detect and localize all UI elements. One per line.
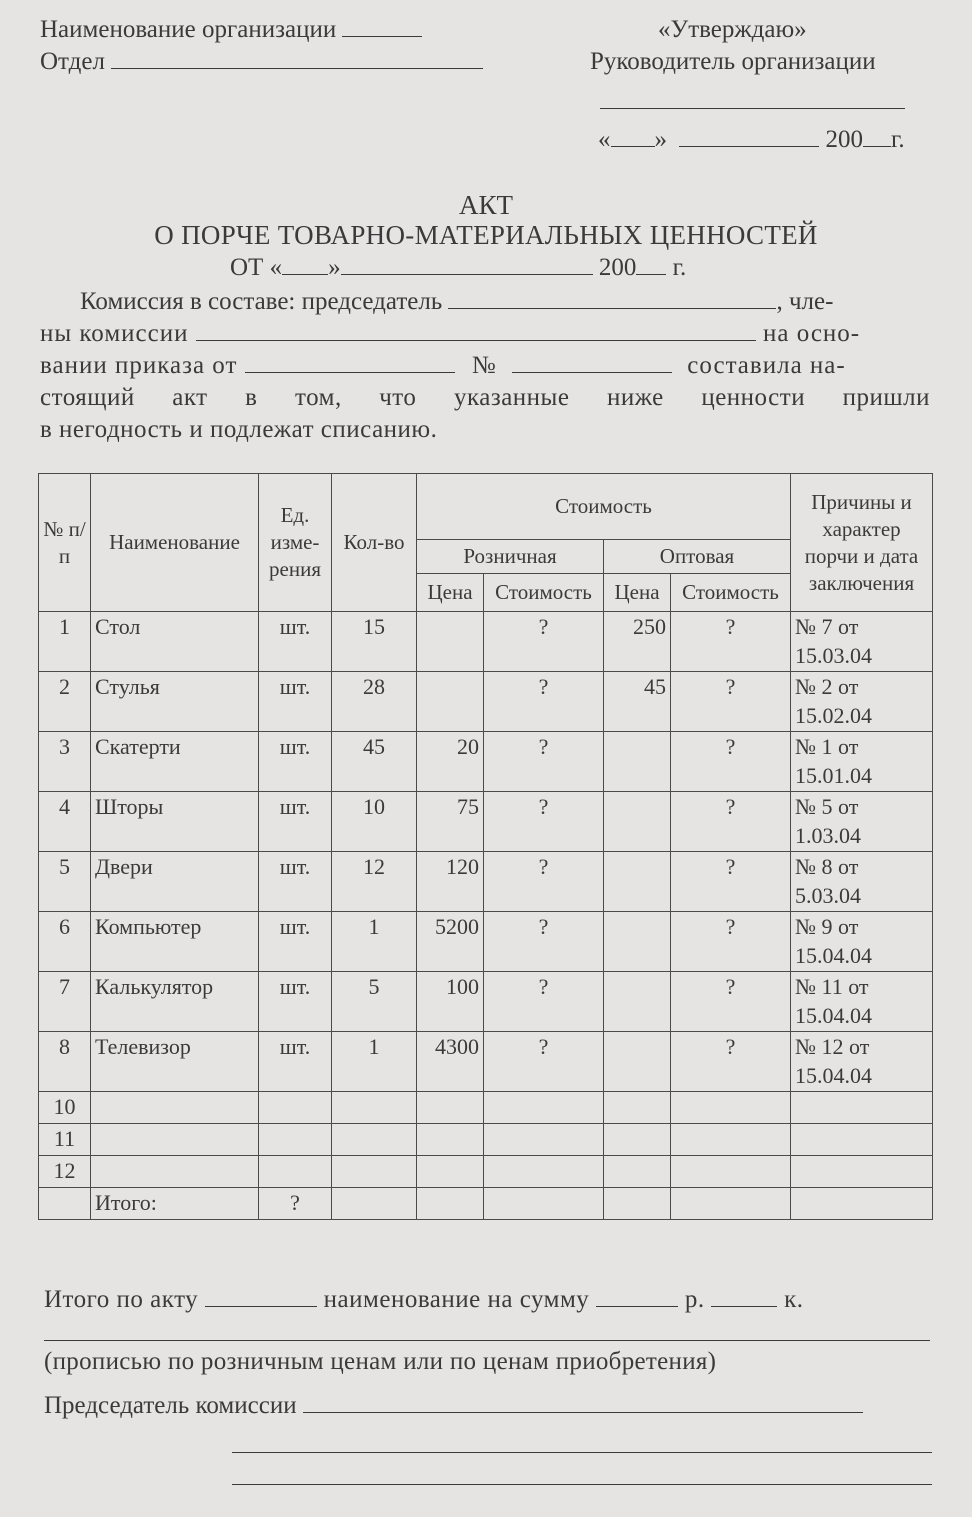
row-wholesale-price <box>604 972 671 1032</box>
intro-line-1 <box>80 288 833 316</box>
doc-date <box>230 254 686 282</box>
row-unit: шт. <box>259 732 332 792</box>
row-retail-price <box>417 672 484 732</box>
row-name: Калькулятор <box>91 972 259 1032</box>
approve-date-close: » <box>654 126 667 153</box>
row-reason-line-2: 15.04.04 <box>795 1003 873 1028</box>
row-qty: 15 <box>332 612 417 672</box>
footer-words-line[interactable] <box>44 1340 930 1341</box>
row-qty: 28 <box>332 672 417 732</box>
total-cell[interactable] <box>791 1188 933 1220</box>
table-row <box>39 792 933 852</box>
empty-cell[interactable] <box>91 1156 259 1188</box>
empty-cell[interactable] <box>91 1092 259 1124</box>
approve-day-blank[interactable] <box>611 128 655 147</box>
approve-year-blank[interactable] <box>863 128 891 147</box>
intro-composed: составила на- <box>687 352 846 379</box>
row-reason-line-2: 15.04.04 <box>795 1063 873 1088</box>
table-total-row <box>39 1188 933 1220</box>
row-qty: 5 <box>332 972 417 1032</box>
org-name-field <box>40 16 422 44</box>
empty-cell[interactable] <box>332 1092 417 1124</box>
empty-cell[interactable] <box>332 1156 417 1188</box>
row-wholesale-price <box>604 1032 671 1092</box>
row-retail-price <box>417 612 484 672</box>
intro-members-label: ны комиссии <box>40 320 189 347</box>
header-retail-sum: Стоимость <box>484 574 604 612</box>
row-name: Телевизор <box>91 1032 259 1092</box>
header-wholesale: Оптовая <box>604 540 791 574</box>
dept-label: Отдел <box>40 48 105 75</box>
row-name: Компьютер <box>91 912 259 972</box>
row-retail-sum: ? <box>484 852 604 912</box>
head-signature-line[interactable] <box>600 108 905 109</box>
header-num: № п/п <box>39 474 91 612</box>
order-number-blank[interactable] <box>512 354 672 373</box>
row-wholesale-price <box>604 732 671 792</box>
empty-cell[interactable] <box>484 1124 604 1156</box>
header-wholesale-sum: Стоимость <box>671 574 791 612</box>
footer-chair <box>44 1392 863 1420</box>
row-reason <box>791 852 933 912</box>
approve-year-suffix: г. <box>891 126 905 153</box>
row-num: 2 <box>39 672 91 732</box>
row-name: Стулья <box>91 672 259 732</box>
member-signature-line-1[interactable] <box>232 1452 932 1453</box>
empty-cell[interactable] <box>417 1124 484 1156</box>
doc-title-2: О ПОРЧЕ ТОВАРНО-МАТЕРИАЛЬНЫХ ЦЕННОСТЕЙ <box>154 220 818 250</box>
intro-line-3 <box>40 352 846 380</box>
doc-day-blank[interactable] <box>282 256 328 275</box>
row-unit: шт. <box>259 972 332 1032</box>
row-reason <box>791 972 933 1032</box>
row-wholesale-price: 45 <box>604 672 671 732</box>
member-signature-line-2[interactable] <box>232 1484 932 1485</box>
row-wholesale-price <box>604 792 671 852</box>
doc-month-blank[interactable] <box>341 256 593 275</box>
empty-cell[interactable] <box>671 1092 791 1124</box>
intro-line-5: в негодность и подлежат списанию. <box>40 416 438 443</box>
empty-cell[interactable] <box>417 1092 484 1124</box>
row-reason <box>791 792 933 852</box>
footer-chair-label: Председатель комиссии <box>44 1392 297 1419</box>
row-unit: шт. <box>259 852 332 912</box>
empty-cell[interactable] <box>417 1156 484 1188</box>
footer-words-note: (прописью по розничным ценам или по ценам приобретения) <box>44 1348 717 1375</box>
intro-line-2 <box>40 320 860 348</box>
footer-count-blank[interactable] <box>205 1288 317 1307</box>
total-cell[interactable] <box>484 1188 604 1220</box>
row-unit: шт. <box>259 792 332 852</box>
row-wholesale-sum: ? <box>671 792 791 852</box>
table-row <box>39 1032 933 1092</box>
header-qty: Кол-во <box>332 474 417 612</box>
approve-date-open: « <box>598 126 611 153</box>
row-num: 6 <box>39 912 91 972</box>
footer-chair-blank[interactable] <box>303 1394 863 1413</box>
row-retail-price: 120 <box>417 852 484 912</box>
row-reason <box>791 912 933 972</box>
row-reason-line-1: № 11 от <box>795 974 869 999</box>
table-row <box>39 972 933 1032</box>
intro-chair-label: Комиссия в составе: председатель <box>80 288 443 315</box>
total-cell[interactable] <box>417 1188 484 1220</box>
row-qty: 12 <box>332 852 417 912</box>
empty-cell[interactable] <box>604 1092 671 1124</box>
approve-label: «Утверждаю» <box>658 16 807 43</box>
row-qty: 1 <box>332 1032 417 1092</box>
empty-cell[interactable] <box>791 1156 933 1188</box>
empty-cell[interactable] <box>484 1156 604 1188</box>
row-wholesale-price <box>604 912 671 972</box>
row-retail-price: 20 <box>417 732 484 792</box>
row-num: 12 <box>39 1156 91 1188</box>
row-reason <box>791 732 933 792</box>
row-wholesale-sum: ? <box>671 972 791 1032</box>
footer-total-label: Итого по акту <box>44 1286 199 1313</box>
header-reason: Причины и характер порчи и дата заключения <box>791 474 933 612</box>
doc-year-prefix: 200 <box>598 254 637 281</box>
row-wholesale-sum: ? <box>671 912 791 972</box>
row-reason-line-2: 15.02.04 <box>795 703 873 728</box>
row-reason <box>791 612 933 672</box>
dept-field <box>40 48 483 76</box>
approve-month-blank[interactable] <box>679 128 819 147</box>
doc-title-1: АКТ <box>459 190 513 220</box>
row-num: 7 <box>39 972 91 1032</box>
empty-cell[interactable] <box>91 1124 259 1156</box>
goods-table <box>38 473 933 1220</box>
head-label: Руководитель организации <box>590 48 876 75</box>
row-reason-line-2: 15.01.04 <box>795 763 873 788</box>
empty-cell[interactable] <box>259 1124 332 1156</box>
row-reason <box>791 1032 933 1092</box>
row-unit: шт. <box>259 912 332 972</box>
header-retail-price: Цена <box>417 574 484 612</box>
row-reason-line-1: № 1 от <box>795 734 859 759</box>
row-unit: шт. <box>259 1032 332 1092</box>
row-reason-line-1: № 2 от <box>795 674 859 699</box>
table-row <box>39 612 933 672</box>
row-qty: 45 <box>332 732 417 792</box>
doc-year-suffix: г. <box>672 254 687 281</box>
row-retail-sum: ? <box>484 672 604 732</box>
total-cell[interactable] <box>604 1188 671 1220</box>
row-num: 11 <box>39 1124 91 1156</box>
row-reason-line-2: 15.03.04 <box>795 643 873 668</box>
table-row <box>39 672 933 732</box>
intro-order-label: вании приказа от <box>40 352 238 379</box>
row-reason-line-1: № 5 от <box>795 794 859 819</box>
row-num: 1 <box>39 612 91 672</box>
total-cell[interactable] <box>332 1188 417 1220</box>
header-name: Наименование <box>91 474 259 612</box>
row-name: Стол <box>91 612 259 672</box>
header-cost: Стоимость <box>417 474 791 540</box>
empty-cell[interactable] <box>671 1156 791 1188</box>
row-wholesale-sum: ? <box>671 852 791 912</box>
row-num: 10 <box>39 1092 91 1124</box>
row-retail-sum: ? <box>484 732 604 792</box>
row-retail-sum: ? <box>484 792 604 852</box>
footer-rub-blank[interactable] <box>596 1288 678 1307</box>
row-unit: шт. <box>259 612 332 672</box>
row-wholesale-sum: ? <box>671 732 791 792</box>
intro-line-4: стоящий акт в том, что указанные ниже ценности пришли <box>40 384 930 411</box>
table-row <box>39 732 933 792</box>
row-retail-sum: ? <box>484 972 604 1032</box>
footer-kop-blank[interactable] <box>711 1288 777 1307</box>
doc-date-close: » <box>328 254 341 281</box>
doc-year-blank[interactable] <box>636 256 666 275</box>
row-reason-line-2: 15.04.04 <box>795 943 873 968</box>
row-reason-line-2: 1.03.04 <box>795 823 862 848</box>
empty-cell[interactable] <box>604 1124 671 1156</box>
doc-date-open: ОТ « <box>230 254 283 281</box>
row-qty: 1 <box>332 912 417 972</box>
empty-cell[interactable] <box>259 1092 332 1124</box>
row-wholesale-sum: ? <box>671 672 791 732</box>
empty-cell[interactable] <box>332 1124 417 1156</box>
empty-cell[interactable] <box>259 1156 332 1188</box>
intro-members-start: , чле- <box>776 288 834 315</box>
empty-cell[interactable] <box>484 1092 604 1124</box>
approve-date <box>598 126 905 154</box>
order-date-blank[interactable] <box>245 354 455 373</box>
row-retail-price: 100 <box>417 972 484 1032</box>
total-unit: ? <box>259 1188 332 1220</box>
row-num: 3 <box>39 732 91 792</box>
org-name-label: Наименование организации <box>40 16 337 43</box>
row-name: Шторы <box>91 792 259 852</box>
org-name-blank[interactable] <box>342 18 422 37</box>
chair-name-blank[interactable] <box>448 290 776 309</box>
approve-year-prefix: 200 <box>825 126 863 153</box>
total-num-cell <box>39 1188 91 1220</box>
row-retail-sum: ? <box>484 1032 604 1092</box>
row-retail-sum: ? <box>484 912 604 972</box>
row-wholesale-sum: ? <box>671 1032 791 1092</box>
header-unit: Ед. изме-рения <box>259 474 332 612</box>
footer-total <box>44 1286 803 1314</box>
total-label: Итого: <box>91 1188 259 1220</box>
intro-basis-start: на осно- <box>762 320 861 347</box>
row-unit: шт. <box>259 672 332 732</box>
header-retail: Розничная <box>417 540 604 574</box>
footer-rub-label: р. <box>684 1286 705 1313</box>
footer-kop-label: к. <box>784 1286 804 1313</box>
empty-cell[interactable] <box>671 1124 791 1156</box>
empty-cell[interactable] <box>791 1124 933 1156</box>
intro-order-number-label: № <box>471 352 497 379</box>
row-wholesale-sum: ? <box>671 612 791 672</box>
row-num: 4 <box>39 792 91 852</box>
row-name: Скатерти <box>91 732 259 792</box>
row-num: 5 <box>39 852 91 912</box>
row-reason <box>791 672 933 732</box>
header-wholesale-price: Цена <box>604 574 671 612</box>
row-retail-price: 4300 <box>417 1032 484 1092</box>
table-row-empty <box>39 1156 933 1188</box>
row-retail-price: 5200 <box>417 912 484 972</box>
empty-cell[interactable] <box>791 1092 933 1124</box>
row-wholesale-price <box>604 852 671 912</box>
table-row-empty <box>39 1124 933 1156</box>
empty-cell[interactable] <box>604 1156 671 1188</box>
dept-blank[interactable] <box>111 50 483 69</box>
table-row-empty <box>39 1092 933 1124</box>
row-reason-line-1: № 8 от <box>795 854 859 879</box>
row-num: 8 <box>39 1032 91 1092</box>
row-qty: 10 <box>332 792 417 852</box>
members-blank[interactable] <box>196 322 756 341</box>
footer-sum-label: наименование на сумму <box>323 1286 590 1313</box>
row-retail-price: 75 <box>417 792 484 852</box>
total-cell[interactable] <box>671 1188 791 1220</box>
row-retail-sum: ? <box>484 612 604 672</box>
row-name: Двери <box>91 852 259 912</box>
row-reason-line-1: № 12 от <box>795 1034 870 1059</box>
row-reason-line-2: 5.03.04 <box>795 883 862 908</box>
row-wholesale-price: 250 <box>604 612 671 672</box>
table-row <box>39 912 933 972</box>
row-reason-line-1: № 9 от <box>795 914 859 939</box>
table-row <box>39 852 933 912</box>
row-reason-line-1: № 7 от <box>795 614 859 639</box>
